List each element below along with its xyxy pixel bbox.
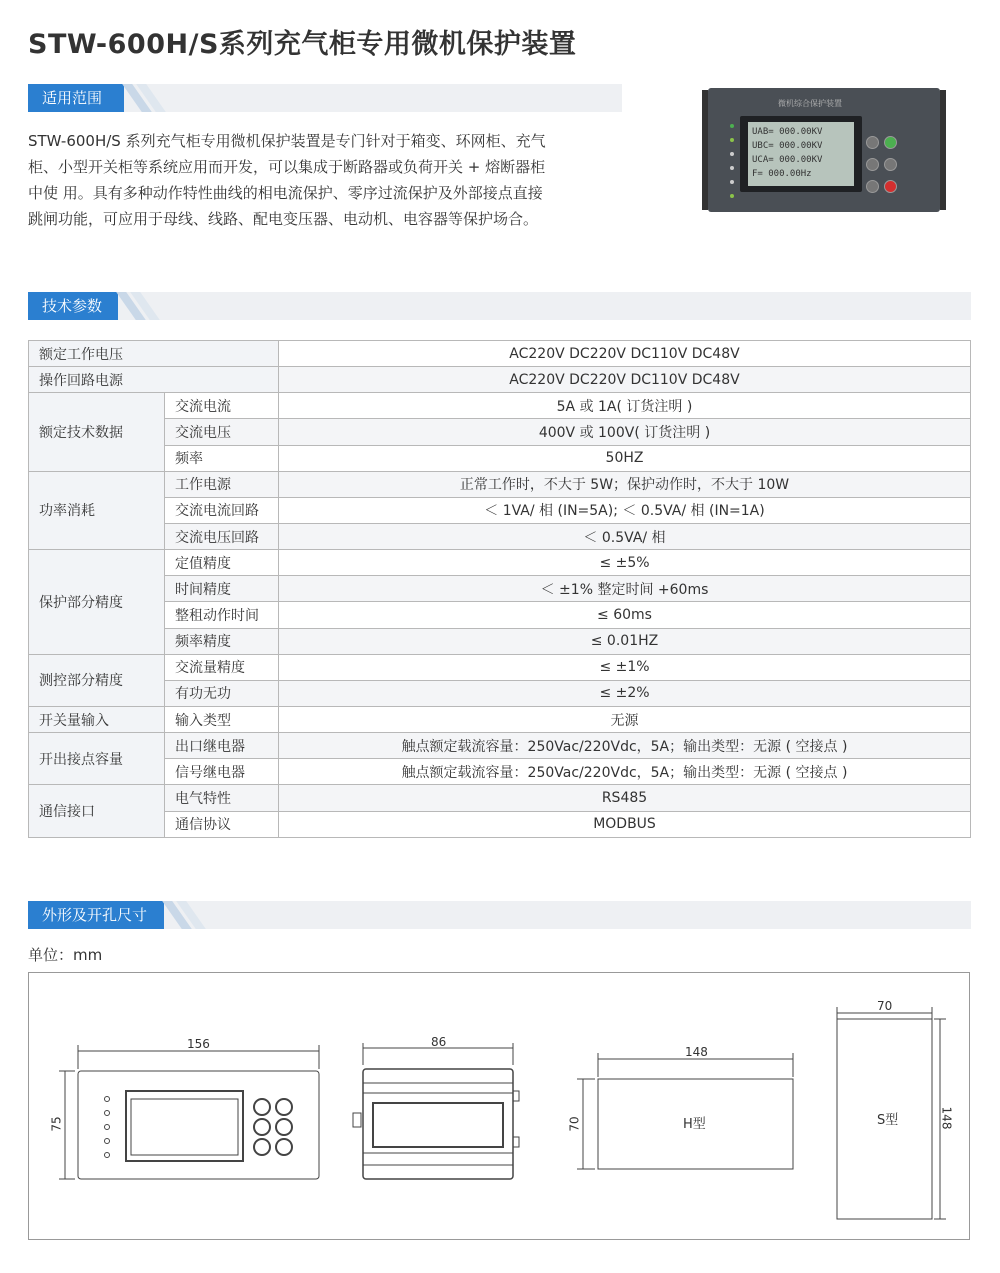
table-row [29, 733, 971, 759]
table-cell-value: ＜ 0.5VA/ 相 [279, 523, 971, 549]
front-view [59, 1045, 319, 1179]
device-button [866, 158, 879, 171]
h-type-label: H型 [683, 1117, 706, 1132]
table-row [29, 628, 971, 654]
table-cell-item: 频率精度 [165, 628, 279, 654]
table-cell-value: AC220V DC220V DC110V DC48V [279, 367, 971, 393]
spec-table [28, 340, 971, 838]
table-row [29, 550, 971, 576]
table-cell-group: 操作回路电源 [29, 367, 279, 393]
table-row [29, 785, 971, 811]
h-view [577, 1053, 793, 1169]
table-cell-item: 出口继电器 [165, 733, 279, 759]
table-cell-group: 额定技术数据 [29, 393, 165, 471]
table-row [29, 367, 971, 393]
dimension-drawing [28, 972, 970, 1240]
intro-line: 跳闸功能，可应用于母线、线路、配电变压器、电动机、电容器等保护场合。 [28, 210, 539, 228]
device-photo [708, 88, 940, 212]
table-cell-value: AC220V DC220V DC110V DC48V [279, 341, 971, 367]
table-cell-value: ≤ 0.01HZ [279, 628, 971, 654]
table-cell-item: 输入类型 [165, 706, 279, 732]
table-row [29, 602, 971, 628]
table-cell-item: 交流电压回路 [165, 523, 279, 549]
table-cell-value: MODBUS [279, 811, 971, 837]
front-width-label: 156 [187, 1037, 210, 1051]
table-cell-item: 整租动作时间 [165, 602, 279, 628]
table-cell-group: 开关量输入 [29, 706, 165, 732]
table-cell-value: ≤ ±1% [279, 654, 971, 680]
device-button [866, 180, 879, 193]
table-row [29, 523, 971, 549]
table-row [29, 680, 971, 706]
table-cell-value: 5A 或 1A( 订货注明 ) [279, 393, 971, 419]
front-height-label: 75 [49, 1116, 64, 1132]
lcd-line: F= 000.00Hz [752, 169, 812, 179]
table-row [29, 341, 971, 367]
section-header-tech [28, 292, 971, 320]
lcd-line: UBC= 000.00KV [752, 141, 823, 151]
table-cell-value: 50HZ [279, 445, 971, 471]
device-button [884, 158, 897, 171]
table-row [29, 497, 971, 523]
dimension-svg [29, 973, 969, 1239]
device-button [866, 136, 879, 149]
section-header-shape [28, 901, 971, 929]
table-cell-item: 交流量精度 [165, 654, 279, 680]
table-cell-item: 信号继电器 [165, 759, 279, 785]
table-cell-group: 保护部分精度 [29, 550, 165, 655]
table-row [29, 811, 971, 837]
page-title: STW-600H/S系列充气柜专用微机保护装置 [28, 29, 577, 60]
table-cell-value: 触点额定载流容量：250Vac/220Vdc，5A；输出类型：无源 ( 空接点 ) [279, 733, 971, 759]
table-cell-item: 交流电流回路 [165, 497, 279, 523]
table-row [29, 393, 971, 419]
intro-line: 柜、小型开关柜等系统应用而开发，可以集成于断路器或负荷开关 + 熔断器柜 [28, 158, 546, 176]
device-header-label: 微机综合保护装置 [778, 99, 842, 108]
table-cell-value: ≤ ±2% [279, 680, 971, 706]
table-cell-value: ≤ 60ms [279, 602, 971, 628]
table-cell-value: 正常工作时，不大于 5W；保护动作时，不大于 10W [279, 471, 971, 497]
table-cell-item: 频率 [165, 445, 279, 471]
table-cell-value: 无源 [279, 706, 971, 732]
lcd-line: UCA= 000.00KV [752, 155, 823, 165]
unit-label: 单位：mm [28, 946, 103, 964]
section-header-scope [28, 84, 622, 112]
table-row [29, 759, 971, 785]
device-button [884, 136, 897, 149]
table-cell-group: 开出接点容量 [29, 733, 165, 785]
table-cell-item: 有功无功 [165, 680, 279, 706]
side-width-label: 86 [431, 1035, 447, 1049]
h-width-label: 148 [685, 1045, 708, 1059]
table-row [29, 445, 971, 471]
s-height-label: 148 [939, 1106, 954, 1130]
table-cell-item: 通信协议 [165, 811, 279, 837]
table-cell-value: RS485 [279, 785, 971, 811]
table-cell-value: ＜ ±1% 整定时间 +60ms [279, 576, 971, 602]
table-row [29, 419, 971, 445]
intro-line: STW-600H/S 系列充气柜专用微机保护装置是专门针对于箱变、环网柜、充气 [28, 132, 546, 150]
s-width-label: 70 [877, 999, 893, 1013]
table-cell-item: 工作电源 [165, 471, 279, 497]
table-row [29, 471, 971, 497]
h-height-label: 70 [567, 1116, 582, 1132]
table-cell-item: 定值精度 [165, 550, 279, 576]
table-row [29, 654, 971, 680]
lcd-line: UAB= 000.00KV [752, 127, 823, 137]
table-cell-group: 通信接口 [29, 785, 165, 837]
section-title-shape: 外形及开孔尺寸 [28, 901, 164, 929]
side-view [353, 1043, 519, 1179]
table-cell-value: 触点额定载流容量：250Vac/220Vdc，5A；输出类型：无源 ( 空接点 ) [279, 759, 971, 785]
table-row [29, 706, 971, 732]
intro-text [28, 128, 588, 232]
section-title-scope: 适用范围 [28, 84, 124, 112]
table-cell-value: ＜ 1VA/ 相 (IN=5A); ＜ 0.5VA/ 相 (IN=1A) [279, 497, 971, 523]
table-cell-item: 电气特性 [165, 785, 279, 811]
table-cell-item: 交流电压 [165, 419, 279, 445]
intro-line: 中使 用。具有多种动作特性曲线的相电流保护、零序过流保护及外部接点直接 [28, 184, 543, 202]
lcd-display [748, 122, 854, 186]
table-cell-group: 测控部分精度 [29, 654, 165, 706]
table-cell-value: ≤ ±5% [279, 550, 971, 576]
table-row [29, 576, 971, 602]
table-cell-item: 时间精度 [165, 576, 279, 602]
table-cell-value: 400V 或 100V( 订货注明 ) [279, 419, 971, 445]
section-title-tech: 技术参数 [28, 292, 118, 320]
device-button [884, 180, 897, 193]
table-cell-group: 功率消耗 [29, 471, 165, 549]
table-cell-item: 交流电流 [165, 393, 279, 419]
table-cell-group: 额定工作电压 [29, 341, 279, 367]
device-screen [740, 116, 862, 192]
s-type-label: S型 [877, 1113, 899, 1128]
